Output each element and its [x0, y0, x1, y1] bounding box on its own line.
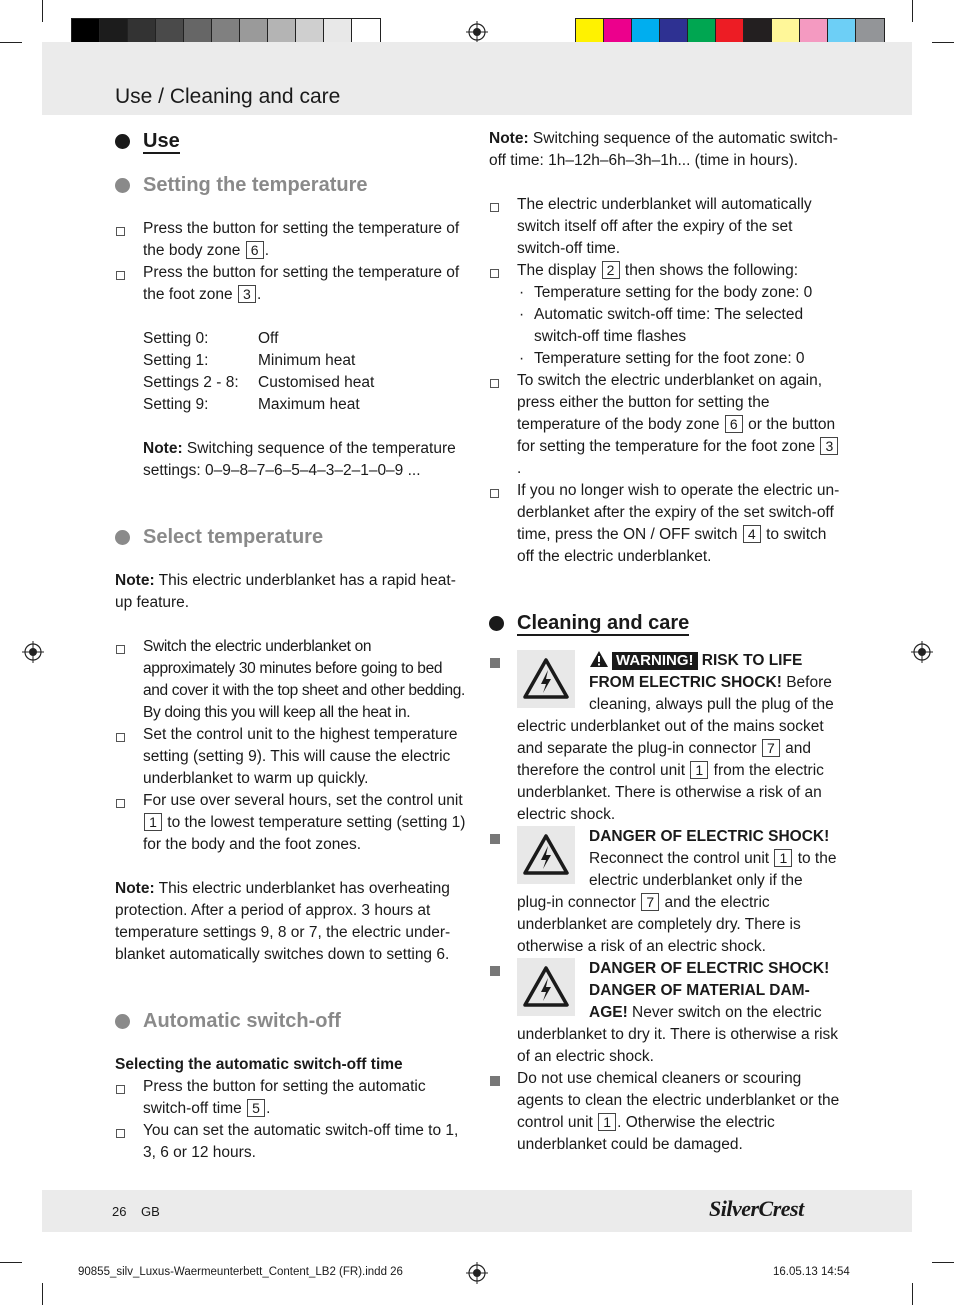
list-item: Press the button for setting the automatic switch-off time 5 . [115, 1076, 467, 1120]
settings-row: Settings 2 - 8: Customised heat [143, 374, 375, 391]
section-heading-select-temperature: Select temperature [115, 524, 467, 550]
right-column [489, 128, 841, 1156]
settings-table [115, 328, 467, 416]
bullet-dot-icon [115, 530, 130, 545]
crop-mark-br-h [932, 1262, 954, 1263]
bullet-dot-icon [115, 178, 130, 193]
header-band [42, 42, 912, 115]
bullet-dot-icon [489, 616, 504, 631]
switch-off-list [115, 1076, 467, 1164]
crop-mark-bl-v [42, 1283, 43, 1305]
cleaning-warnings-list [489, 650, 841, 1156]
slug-date: 16.05.13 14:54 [773, 1266, 850, 1278]
list-item: WARNING! RISK TO LIFE FROM ELECTRIC SHOCK! Before cleaning, always pull the plug of the electric underblanket out of the mains socket and separate the plug-in connector 7 and therefore the control unit 1 from the electric underblanket. There is otherwise a risk of an electric shock. [489, 650, 841, 826]
electric-shock-warning-icon [517, 650, 575, 708]
list-item: · Automatic switch-off time: The selected switch-off time flashes [517, 304, 841, 348]
settings-row: Setting 9: Maximum heat [143, 396, 360, 413]
brand-logo: SilverCrest [709, 1196, 804, 1221]
registration-mark-bottom-icon [466, 1262, 488, 1284]
overheat-note: Note: This electric underblanket has overheating protection. After a period of approx. 3 hours at temperature settings 9, 8 or 7, the electric underblanket automatically switches down to setting 6. [115, 880, 451, 963]
list-item: Switch the electric underblanket on approximately 30 minutes before going to bed and cover it with the top sheet and other bedding. By doing this you will keep all the heat in. [115, 636, 467, 724]
switch-sequence-note: Note: Switching sequence of the automatic switch-off time: 1h–12h–6h–3h–1h... (time in hours). [489, 130, 838, 169]
temperature-steps-list [115, 218, 467, 306]
section-heading-use: Use [115, 128, 467, 154]
crop-mark-bl-h [0, 1262, 22, 1263]
subheading-selecting-switch-off-time: Selecting the automatic switch-off time [115, 1056, 403, 1073]
reference-number: 1 [690, 761, 708, 779]
list-item: · Temperature setting for the foot zone: 0 [517, 348, 841, 370]
list-item: The display 2 then shows the following: · Temperature setting for the body zone: 0 · Automatic switch-off time: The selected switch-off time flashes · Temperature setting for the foot zone: 0 [489, 260, 841, 370]
reference-number: 7 [762, 739, 780, 757]
warning-badge: WARNING! [612, 652, 698, 670]
left-column [115, 128, 467, 1164]
language-code: GB [141, 1204, 160, 1219]
reference-number: 1 [774, 849, 792, 867]
registration-mark-left-icon [22, 641, 44, 663]
list-item: DANGER OF ELECTRIC SHOCK! DANGER OF MATERIAL DAMAGE! Never switch on the electric underblanket to dry it. There is otherwise a risk of an electric shock. [489, 958, 841, 1068]
list-item: Press the button for setting the temperature of the foot zone 3 . [115, 262, 467, 306]
reference-number: 2 [602, 261, 620, 279]
bullet-dot-icon [115, 134, 130, 149]
section-heading-cleaning-and-care: Cleaning and care [489, 610, 841, 636]
select-temperature-list [115, 636, 467, 856]
list-item: You can set the automatic switch-off time to 1, 3, 6 or 12 hours. [115, 1120, 467, 1164]
settings-row: Setting 0: Off [143, 330, 279, 347]
reference-number: 6 [725, 415, 743, 433]
reference-number: 7 [641, 893, 659, 911]
section-heading-automatic-switch-off: Automatic switch-off [115, 1008, 467, 1034]
list-item: For use over several hours, set the control unit 1 to the lowest temperature setting (setting 1) for the body and the foot zones. [115, 790, 467, 856]
crop-mark-tl-v [42, 0, 43, 22]
list-item: DANGER OF ELECTRIC SHOCK! Reconnect the control unit 1 to the electric underblanket only if the plug-in connector 7 and the electric underblanket are completely dry. There is otherwise a risk of an electric shock. [489, 826, 841, 958]
crop-mark-tr-h [932, 42, 954, 43]
rapid-heat-note: Note: This electric underblanket has a rapid heat-up feature. [115, 572, 456, 611]
list-item: If you no longer wish to operate the electric underblanket after the expiry of the set switch-off time, press the ON / OFF switch 4 to switch off the electric underblanket. [489, 480, 841, 568]
page-title: Use / Cleaning and care [115, 85, 341, 108]
list-item: Do not use chemical cleaners or scouring agents to clean the electric underblanket or the control unit 1 . Otherwise the electric underblanket could be damaged. [489, 1068, 841, 1156]
list-item: · Temperature setting for the body zone: 0 [517, 282, 841, 304]
list-item: Press the button for setting the temperature of the body zone 6 . [115, 218, 467, 262]
slug-filename: 90855_silv_Luxus-Waermeunterbett_Content_LB2 (FR).indd 26 [78, 1266, 403, 1278]
bullet-dot-icon [115, 1014, 130, 1029]
list-item: To switch the electric underblanket on again, press either the button for setting the temperature of the body zone 6 or the button for setting the temperature for the foot zone 3. [489, 370, 841, 480]
page-number: 26 [112, 1204, 127, 1219]
electric-shock-warning-icon [517, 826, 575, 884]
crop-mark-br-v [912, 1283, 913, 1305]
list-item: The electric underblanket will automatically switch itself off after the expiry of the set switch-off time. [489, 194, 841, 260]
section-heading-setting-temperature: Setting the temperature [115, 172, 467, 198]
registration-mark-top-icon [466, 21, 488, 43]
display-readout-list [517, 282, 841, 370]
crop-mark-tr-v [912, 0, 913, 22]
temperature-note: Note: Switching sequence of the temperature settings: 0–9–8–7–6–5–4–3–2–1–0–9 ... [143, 440, 456, 479]
switch-off-behaviour-list [489, 194, 841, 568]
warning-triangle-icon [589, 650, 609, 668]
list-item: Set the control unit to the highest temperature setting (setting 9). This will cause the electric underblanket to warm up quickly. [115, 724, 467, 790]
electric-shock-warning-icon [517, 958, 575, 1016]
reference-number: 3 [820, 437, 838, 455]
registration-mark-right-icon [911, 641, 933, 663]
reference-number: 1 [144, 813, 162, 831]
reference-number: 1 [598, 1113, 616, 1131]
settings-row: Setting 1: Minimum heat [143, 352, 356, 369]
reference-number: 4 [743, 525, 761, 543]
reference-number: 3 [238, 285, 256, 303]
reference-number: 5 [247, 1099, 265, 1117]
crop-mark-tl-h [0, 42, 22, 43]
reference-number: 6 [246, 241, 264, 259]
